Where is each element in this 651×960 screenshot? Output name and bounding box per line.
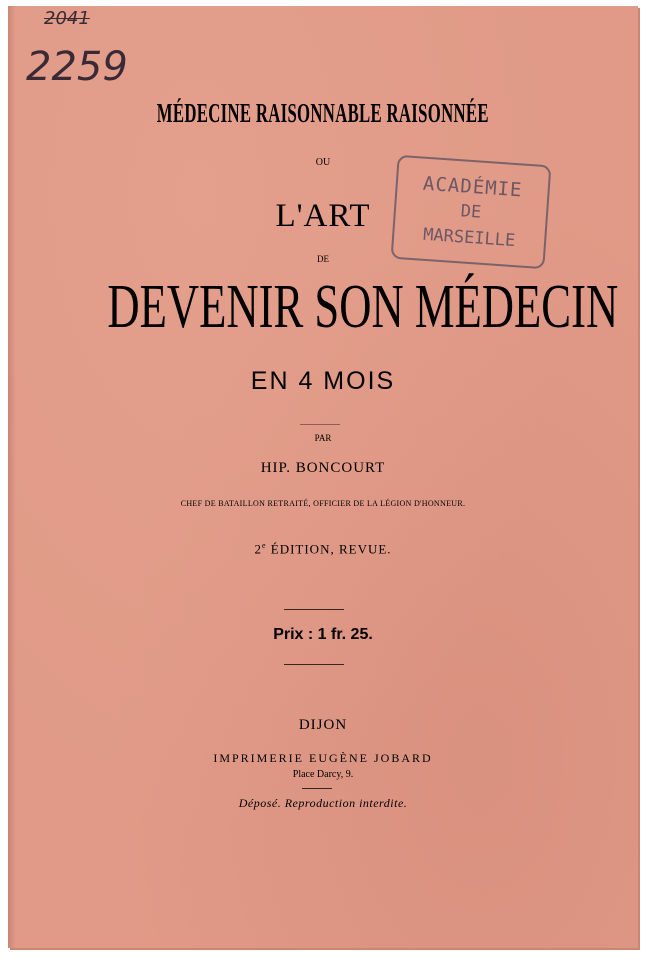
divider-3 [284, 664, 344, 665]
city-text: DIJON [298, 717, 348, 733]
address-text: Place Darcy, 9. [292, 769, 354, 780]
title-line-1: MÉDECINE RAISONNABLE RAISONNÉE [156, 98, 490, 128]
edition-text: ÉDITION, REVUE. [270, 541, 392, 557]
printer-text: IMPRIMERIE EUGÈNE JOBARD [213, 751, 433, 765]
divider-2 [284, 609, 344, 610]
edition-number: 2 [254, 541, 262, 557]
divider-1 [300, 424, 340, 425]
handwritten-number: 2259 [26, 44, 128, 90]
ou-text: OU [315, 157, 331, 168]
de-text: DE [317, 254, 329, 264]
title-line-2: L'ART [275, 198, 371, 234]
par-text: PAR [314, 433, 332, 443]
handwritten-top-number: 2041 [44, 8, 90, 29]
price-text: Prix : 1 fr. 25. [273, 626, 373, 643]
stamp-line-3: MARSEILLE [422, 224, 516, 252]
divider-4 [302, 788, 332, 789]
author-name: HIP. BONCOURT [260, 460, 386, 476]
stamp-line-2: DE [460, 201, 482, 223]
stamp-line-1: ACADÉMIE [422, 172, 524, 202]
author-title: CHEF DE BATAILLON RETRAITÉ, OFFICIER DE LA LÉGION D'HONNEUR. [180, 499, 466, 508]
title-line-4: EN 4 MOIS [250, 367, 396, 395]
edition-sup: e [261, 541, 267, 550]
title-line-3: DEVENIR SON MÉDECIN [107, 273, 619, 341]
edition-line [8, 541, 638, 557]
notice-text: Déposé. Reproduction interdite. [238, 796, 408, 810]
